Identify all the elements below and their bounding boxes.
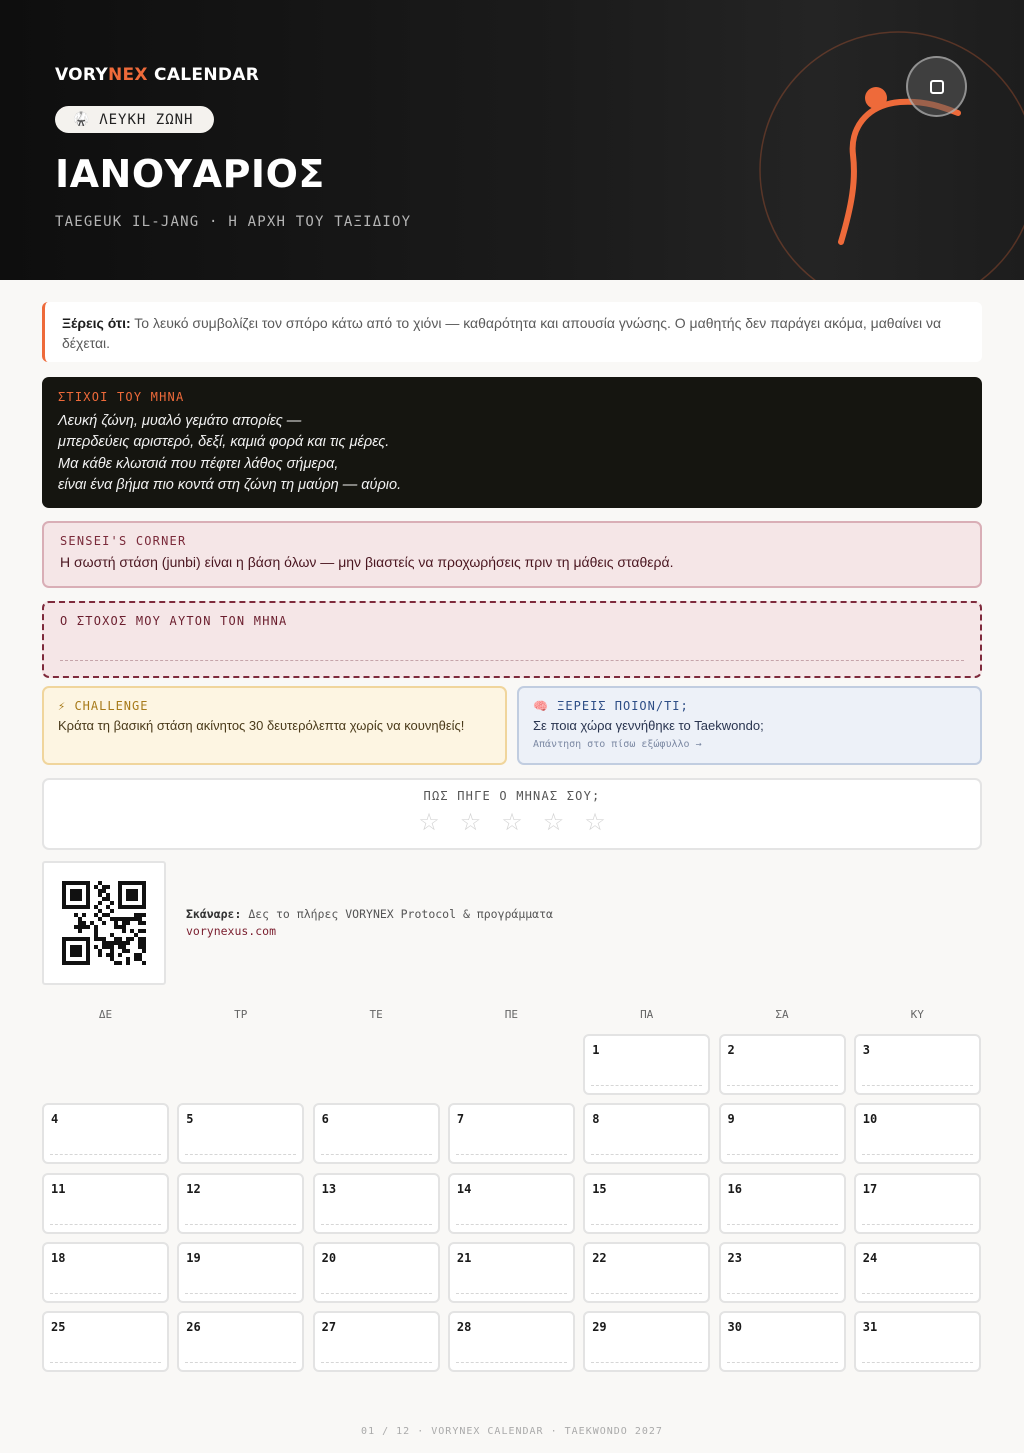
- day-note-line: [321, 1362, 432, 1363]
- day-number: 5: [186, 1112, 194, 1127]
- fact-box: [42, 302, 982, 362]
- uniform-icon: 🥋: [73, 112, 91, 127]
- calendar-day-cell[interactable]: [177, 1173, 304, 1234]
- day-number: 24: [862, 1250, 878, 1265]
- day-note-line: [727, 1293, 838, 1294]
- brand-part1: VORY: [55, 65, 108, 85]
- verses-label: ΣΤΙΧΟΙ ΤΟΥ ΜΗΝΑ: [58, 390, 185, 404]
- day-number: 30: [727, 1320, 742, 1335]
- month-subtitle: TAEGEUK IL-JANG · Η ΑΡΧΗ ΤΟΥ ΤΑΞΙΔΙΟΥ: [55, 214, 412, 230]
- brand-accent: NEX: [107, 65, 148, 85]
- day-number: 21: [456, 1250, 472, 1265]
- verses-box: [42, 377, 982, 508]
- day-number: 14: [456, 1181, 472, 1196]
- instagram-icon: [930, 80, 944, 94]
- day-note-line: [862, 1154, 973, 1155]
- weekday-header: ΠΑ: [640, 1008, 654, 1021]
- verse-line: Μα κάθε κλωτσιά που πέφτει λάθος σήμερα,: [58, 455, 339, 472]
- challenge-box: [42, 686, 507, 765]
- day-note-line: [591, 1085, 702, 1086]
- day-note-line: [727, 1085, 838, 1086]
- calendar-day-cell[interactable]: [177, 1103, 304, 1164]
- verse-line: μπερδεύεις αριστερό, δεξί, καμιά φορά και τις μέρες.: [58, 434, 390, 451]
- verse-line: είναι ένα βήμα πιο κοντά στη ζώνη τη μαύρη — αύριο.: [58, 476, 402, 493]
- day-number: 10: [862, 1112, 878, 1127]
- day-note-line: [862, 1085, 973, 1086]
- day-note-line: [456, 1362, 567, 1363]
- day-number: 12: [186, 1181, 201, 1196]
- day-note-line: [727, 1224, 838, 1225]
- day-number: 26: [186, 1320, 201, 1335]
- calendar-day-cell[interactable]: [177, 1311, 304, 1372]
- challenge-text: Κράτα τη βασική στάση ακίνητος 30 δευτερόλεπτα χωρίς να κουνηθείς!: [58, 718, 465, 733]
- qr-code-image: [62, 881, 146, 965]
- day-note-line: [50, 1362, 161, 1363]
- qr-code[interactable]: [42, 861, 166, 985]
- day-number: 18: [51, 1250, 66, 1265]
- calendar-day-cell[interactable]: [313, 1242, 440, 1303]
- day-number: 22: [592, 1250, 607, 1265]
- belt-badge: [55, 106, 214, 133]
- day-note-line: [727, 1362, 838, 1363]
- day-number: 1: [592, 1043, 600, 1057]
- monthly-goal-field[interactable]: [42, 601, 982, 678]
- calendar-day-cell[interactable]: [854, 1173, 981, 1234]
- belt-label: ΛΕΥΚΗ ΖΩΝΗ: [99, 111, 194, 128]
- day-note-line: [185, 1224, 296, 1225]
- day-note-line: [727, 1154, 838, 1155]
- weekday-header: ΤΡ: [234, 1008, 248, 1021]
- day-note-line: [50, 1154, 161, 1155]
- calendar-day-cell[interactable]: [583, 1103, 710, 1164]
- quiz-answer-hint: Απάντηση στο πίσω εξώφυλλο →: [533, 739, 702, 750]
- website-link[interactable]: vorynexus.com: [186, 924, 277, 938]
- day-note-line: [321, 1293, 432, 1294]
- day-note-line: [321, 1224, 432, 1225]
- day-note-line: [185, 1293, 296, 1294]
- day-note-line: [591, 1154, 702, 1155]
- instagram-button[interactable]: [906, 56, 967, 117]
- calendar-day-cell[interactable]: [583, 1173, 710, 1234]
- weekday-header: ΤΕ: [369, 1008, 383, 1021]
- qr-scan-label: Σκάναρε:: [186, 907, 242, 921]
- calendar-day-cell[interactable]: [313, 1103, 440, 1164]
- day-note-line: [862, 1293, 973, 1294]
- day-number: 19: [186, 1250, 201, 1265]
- day-note-line: [456, 1293, 567, 1294]
- day-note-line: [862, 1224, 973, 1225]
- calendar-day-cell[interactable]: [313, 1311, 440, 1372]
- qr-scan-text: Δες το πλήρες VORYNEX Protocol & προγράμματα: [241, 907, 553, 921]
- day-number: 17: [862, 1181, 878, 1196]
- verse-line: Λευκή ζώνη, μυαλό γεμάτο απορίες —: [58, 413, 302, 429]
- weekday-header: ΔΕ: [98, 1008, 113, 1021]
- brand-logo: [55, 65, 259, 85]
- calendar-day-cell[interactable]: [448, 1103, 575, 1164]
- day-number: 16: [727, 1181, 742, 1196]
- quiz-question: Σε ποια χώρα γεννήθηκε το Taekwondo;: [533, 718, 764, 733]
- day-note-line: [321, 1154, 432, 1155]
- day-note-line: [185, 1154, 296, 1155]
- rating-label: ΠΩΣ ΠΗΓΕ Ο ΜΗΝΑΣ ΣΟΥ;: [423, 789, 601, 803]
- rating-star-icon[interactable]: ☆: [459, 808, 482, 836]
- day-note-line: [456, 1154, 567, 1155]
- day-note-line: [591, 1224, 702, 1225]
- calendar-day-cell[interactable]: [177, 1242, 304, 1303]
- brand-part2: CALENDAR: [147, 65, 260, 85]
- day-number: 25: [51, 1320, 66, 1335]
- calendar-day-cell[interactable]: [854, 1311, 981, 1372]
- calendar-day-cell[interactable]: [583, 1034, 710, 1095]
- sensei-corner: [42, 521, 982, 588]
- day-number: 15: [592, 1181, 607, 1196]
- goal-writing-line: [60, 660, 964, 661]
- fact-text: Το λευκό συμβολίζει τον σπόρο κάτω από το χιόνι — καθαρότητα και απουσία γνώσης. Ο μαθητής δεν παράγει ακόμα, μαθαίνει να δέχεται.: [62, 315, 942, 351]
- month-rating: [42, 778, 982, 850]
- rating-star-icon[interactable]: ☆: [542, 808, 565, 836]
- day-number: 3: [862, 1043, 871, 1057]
- day-note-line: [591, 1293, 702, 1294]
- day-note-line: [50, 1224, 161, 1225]
- month-title: ΙΑΝΟΥΑΡΙΟΣ: [55, 152, 325, 196]
- challenge-label: ⚡ CHALLENGE: [58, 699, 149, 713]
- quiz-box: [517, 686, 982, 765]
- calendar-day-cell[interactable]: [448, 1173, 575, 1234]
- day-number: 11: [51, 1181, 66, 1196]
- quiz-label: 🧠 ΞΕΡΕΙΣ ΠΟΙΟΝ/ΤΙ;: [533, 699, 689, 713]
- fact-label: Ξέρεις ότι:: [62, 315, 131, 331]
- weekday-header: ΣΑ: [775, 1008, 789, 1021]
- weekday-header: ΚΥ: [910, 1008, 924, 1021]
- qr-caption: [186, 906, 553, 940]
- page-footer: 01 / 12 · VORYNEX CALENDAR · TAEKWONDO 2027: [361, 1426, 663, 1437]
- day-number: 13: [321, 1181, 337, 1196]
- calendar-day-cell[interactable]: [719, 1103, 846, 1164]
- day-number: 28: [456, 1320, 472, 1335]
- day-number: 9: [727, 1112, 735, 1127]
- calendar-day-cell[interactable]: [854, 1103, 981, 1164]
- day-number: 6: [321, 1112, 329, 1127]
- calendar-day-cell[interactable]: [719, 1242, 846, 1303]
- calendar-day-cell[interactable]: [42, 1103, 169, 1164]
- calendar-day-cell[interactable]: [42, 1311, 169, 1372]
- rating-star-icon[interactable]: ☆: [501, 808, 523, 836]
- calendar-day-cell[interactable]: [854, 1242, 981, 1303]
- day-number: 31: [862, 1320, 878, 1335]
- sensei-text: Η σωστή στάση (junbi) είναι η βάση όλων — μην βιαστείς να προχωρήσεις πριν τη μάθεις σταθερά.: [60, 554, 674, 570]
- calendar-day-cell[interactable]: [719, 1173, 846, 1234]
- calendar-day-cell[interactable]: [448, 1311, 575, 1372]
- calendar-day-cell[interactable]: [583, 1311, 710, 1372]
- calendar-day-cell[interactable]: [313, 1173, 440, 1234]
- weekday-header: ΠΕ: [504, 1008, 519, 1021]
- day-number: 29: [592, 1320, 607, 1335]
- day-number: 23: [727, 1250, 742, 1265]
- calendar-day-cell[interactable]: [448, 1242, 575, 1303]
- calendar-day-cell[interactable]: [583, 1242, 710, 1303]
- day-number: 20: [321, 1250, 337, 1265]
- rating-star-icon[interactable]: ☆: [584, 808, 606, 836]
- rating-star-icon[interactable]: ☆: [418, 808, 440, 836]
- calendar-day-cell[interactable]: [854, 1034, 981, 1095]
- header-banner: [0, 0, 1024, 280]
- day-number: 7: [456, 1112, 465, 1127]
- rating-stars: [44, 808, 980, 836]
- day-note-line: [185, 1362, 296, 1363]
- calendar-day-cell[interactable]: [42, 1242, 169, 1303]
- kick-arc-decoration: [740, 20, 1024, 280]
- calendar-day-cell[interactable]: [719, 1311, 846, 1372]
- day-number: 2: [727, 1043, 735, 1057]
- day-note-line: [456, 1224, 567, 1225]
- calendar-day-cell[interactable]: [42, 1173, 169, 1234]
- day-note-line: [50, 1293, 161, 1294]
- day-number: 8: [592, 1112, 600, 1127]
- sensei-label: SENSEI'S CORNER: [60, 534, 187, 548]
- goal-label: Ο ΣΤΟΧΟΣ ΜΟΥ ΑΥΤΟΝ ΤΟΝ ΜΗΝΑ: [60, 614, 288, 628]
- day-note-line: [862, 1362, 973, 1363]
- day-number: 27: [321, 1320, 337, 1335]
- day-note-line: [591, 1362, 702, 1363]
- day-number: 4: [51, 1112, 59, 1127]
- calendar-day-cell[interactable]: [719, 1034, 846, 1095]
